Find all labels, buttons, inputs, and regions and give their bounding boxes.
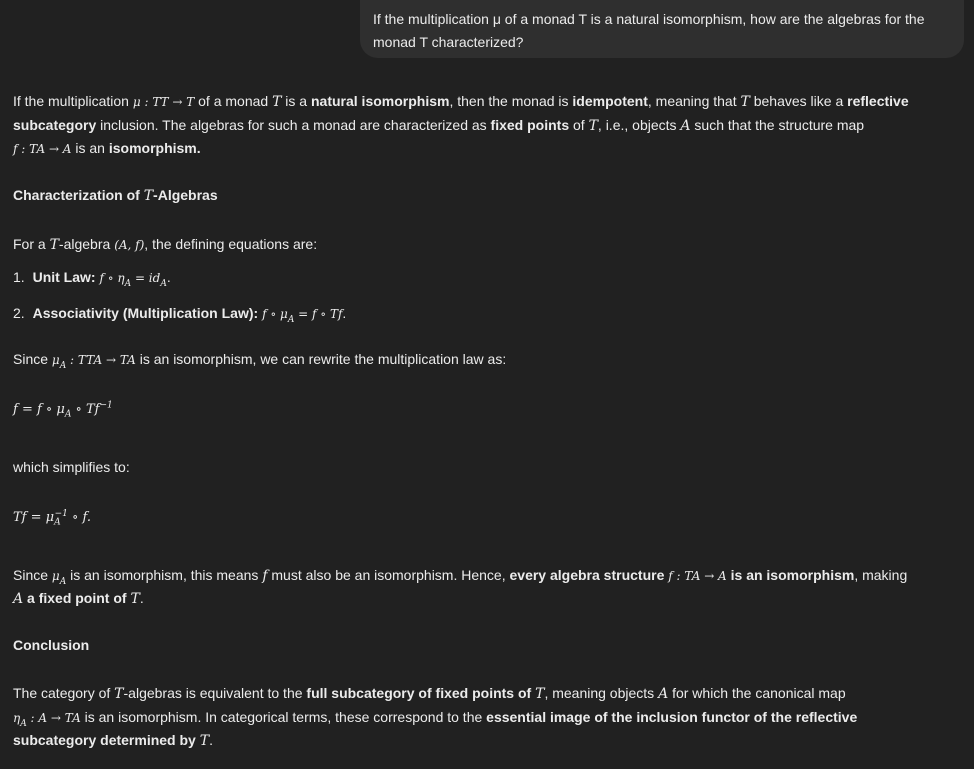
math-subscript: A: [20, 718, 27, 729]
bold-text: idempotent: [572, 93, 648, 109]
math: A: [680, 118, 691, 134]
math: A: [658, 686, 669, 702]
math: η: [13, 711, 21, 725]
text: If the multiplication: [13, 93, 133, 109]
intro-paragraph-line: [13, 90, 909, 114]
math: T: [535, 686, 545, 702]
display-equation: [13, 506, 91, 529]
math: : TTA → TA: [66, 353, 136, 367]
text: , then the monad is: [449, 93, 573, 109]
math: ∘ Tf: [71, 402, 100, 417]
math: μ: [51, 569, 60, 583]
heading-text: -Algebras: [153, 187, 218, 203]
section-heading: [13, 184, 218, 208]
text: behaves like a: [749, 93, 848, 109]
math-subscript: A: [59, 360, 67, 371]
intro-paragraph-line: [13, 114, 864, 138]
text: , the defining equations are:: [144, 236, 318, 252]
text: is a: [281, 93, 311, 109]
text: is an isomorphism. In categorical terms, these correspond to the: [80, 709, 487, 725]
text: For a: [13, 236, 50, 252]
list-number: 1.: [13, 269, 25, 285]
section-heading: Conclusion: [13, 637, 90, 653]
paragraph-line: [13, 564, 907, 588]
text: , i.e., objects: [597, 117, 681, 133]
math: T: [272, 94, 282, 110]
math: T: [588, 118, 598, 134]
text: .: [209, 732, 213, 748]
math-subscript: A: [124, 278, 132, 289]
list-number: 2.: [13, 305, 25, 321]
text: Since: [13, 351, 52, 367]
math: Tf = μ: [13, 510, 55, 525]
text: , meaning that: [647, 93, 741, 109]
list-item: [13, 266, 171, 290]
user-message-bubble: [360, 0, 964, 58]
text: is an: [71, 140, 109, 156]
bold-text: a fixed point of: [23, 590, 131, 606]
bold-text: reflective: [847, 93, 909, 109]
paragraph-line: [13, 682, 846, 706]
paragraph-line: [13, 706, 857, 730]
text: Since: [13, 567, 52, 583]
math-subscript: A: [54, 517, 61, 528]
math: f = f ∘ μ: [13, 402, 65, 417]
math-subscript: A: [287, 314, 295, 325]
math: ∘ f.: [67, 510, 91, 525]
bold-text: full subcategory of fixed points of: [306, 685, 536, 701]
math-subscript: A: [59, 576, 67, 587]
text: inclusion. The algebras for such a monad are characterized as: [96, 117, 491, 133]
user-message-line: If the multiplication μ of a monad T is a natural isomorphism, how are the algebras for the: [373, 11, 925, 27]
bold-text: fixed points: [490, 117, 570, 133]
text: is an isomorphism, we can rewrite the multiplication law as:: [135, 351, 507, 367]
math: T: [114, 686, 124, 702]
bold-text: isomorphism.: [108, 140, 201, 156]
math-subscript: A: [64, 409, 72, 420]
user-message-line: monad T characterized?: [373, 34, 524, 50]
bold-text: essential image of the inclusion functor of the reflective: [486, 709, 858, 725]
math: μ : TT → T: [132, 95, 195, 109]
heading-text: Characterization of: [13, 187, 144, 203]
bold-text: Associativity (Multiplication Law):: [32, 305, 259, 321]
math: f ∘ μ: [262, 307, 288, 321]
math: μ: [51, 353, 60, 367]
bold-text: is an isomorphism: [726, 567, 855, 583]
paragraph-line: [13, 348, 506, 372]
bold-text: Unit Law:: [32, 269, 96, 285]
text: -algebras is equivalent to the: [123, 685, 307, 701]
math: f ∘ η: [99, 271, 125, 285]
math: f : TA → A: [13, 142, 72, 156]
math: T: [143, 188, 154, 204]
bold-text: subcategory determined by: [13, 732, 200, 748]
text: of: [569, 117, 589, 133]
math: : A → TA: [26, 711, 81, 725]
paragraph-line: which simplifies to:: [13, 459, 130, 475]
math: T: [49, 237, 59, 253]
text: for which the canonical map: [668, 685, 846, 701]
bold-text: natural isomorphism: [310, 93, 450, 109]
math-subscript: A: [160, 278, 167, 289]
text: is an isomorphism, this means: [66, 567, 263, 583]
text: must also be an isomorphism. Hence,: [267, 567, 510, 583]
list-item: [13, 302, 346, 326]
text: The category of: [13, 685, 115, 701]
math: T: [199, 733, 210, 749]
math-superscript: −1: [99, 400, 113, 411]
text: of a monad: [194, 93, 273, 109]
display-equation: [13, 398, 113, 421]
text: .: [139, 590, 144, 606]
definition-line: [13, 233, 317, 257]
paragraph-line: [13, 729, 213, 753]
bold-text: every algebra structure: [509, 567, 669, 583]
text: .: [342, 305, 347, 321]
text: such that the structure map: [690, 117, 865, 133]
math: f: [262, 568, 268, 584]
bold-text: subcategory: [13, 117, 97, 133]
math: f : TA → A: [668, 569, 727, 583]
math: T: [130, 591, 140, 607]
text: , making: [854, 567, 908, 583]
math: = f ∘ Tf: [294, 307, 343, 321]
math: (A, f): [114, 238, 145, 252]
math: A: [13, 591, 24, 607]
math-superscript: −1: [54, 508, 68, 519]
math: = id: [131, 271, 161, 285]
text: , meaning objects: [544, 685, 659, 701]
math: T: [740, 94, 750, 110]
text: -algebra: [58, 236, 115, 252]
intro-paragraph-line: [13, 137, 201, 161]
paragraph-line: [13, 587, 144, 611]
text: .: [166, 269, 171, 285]
